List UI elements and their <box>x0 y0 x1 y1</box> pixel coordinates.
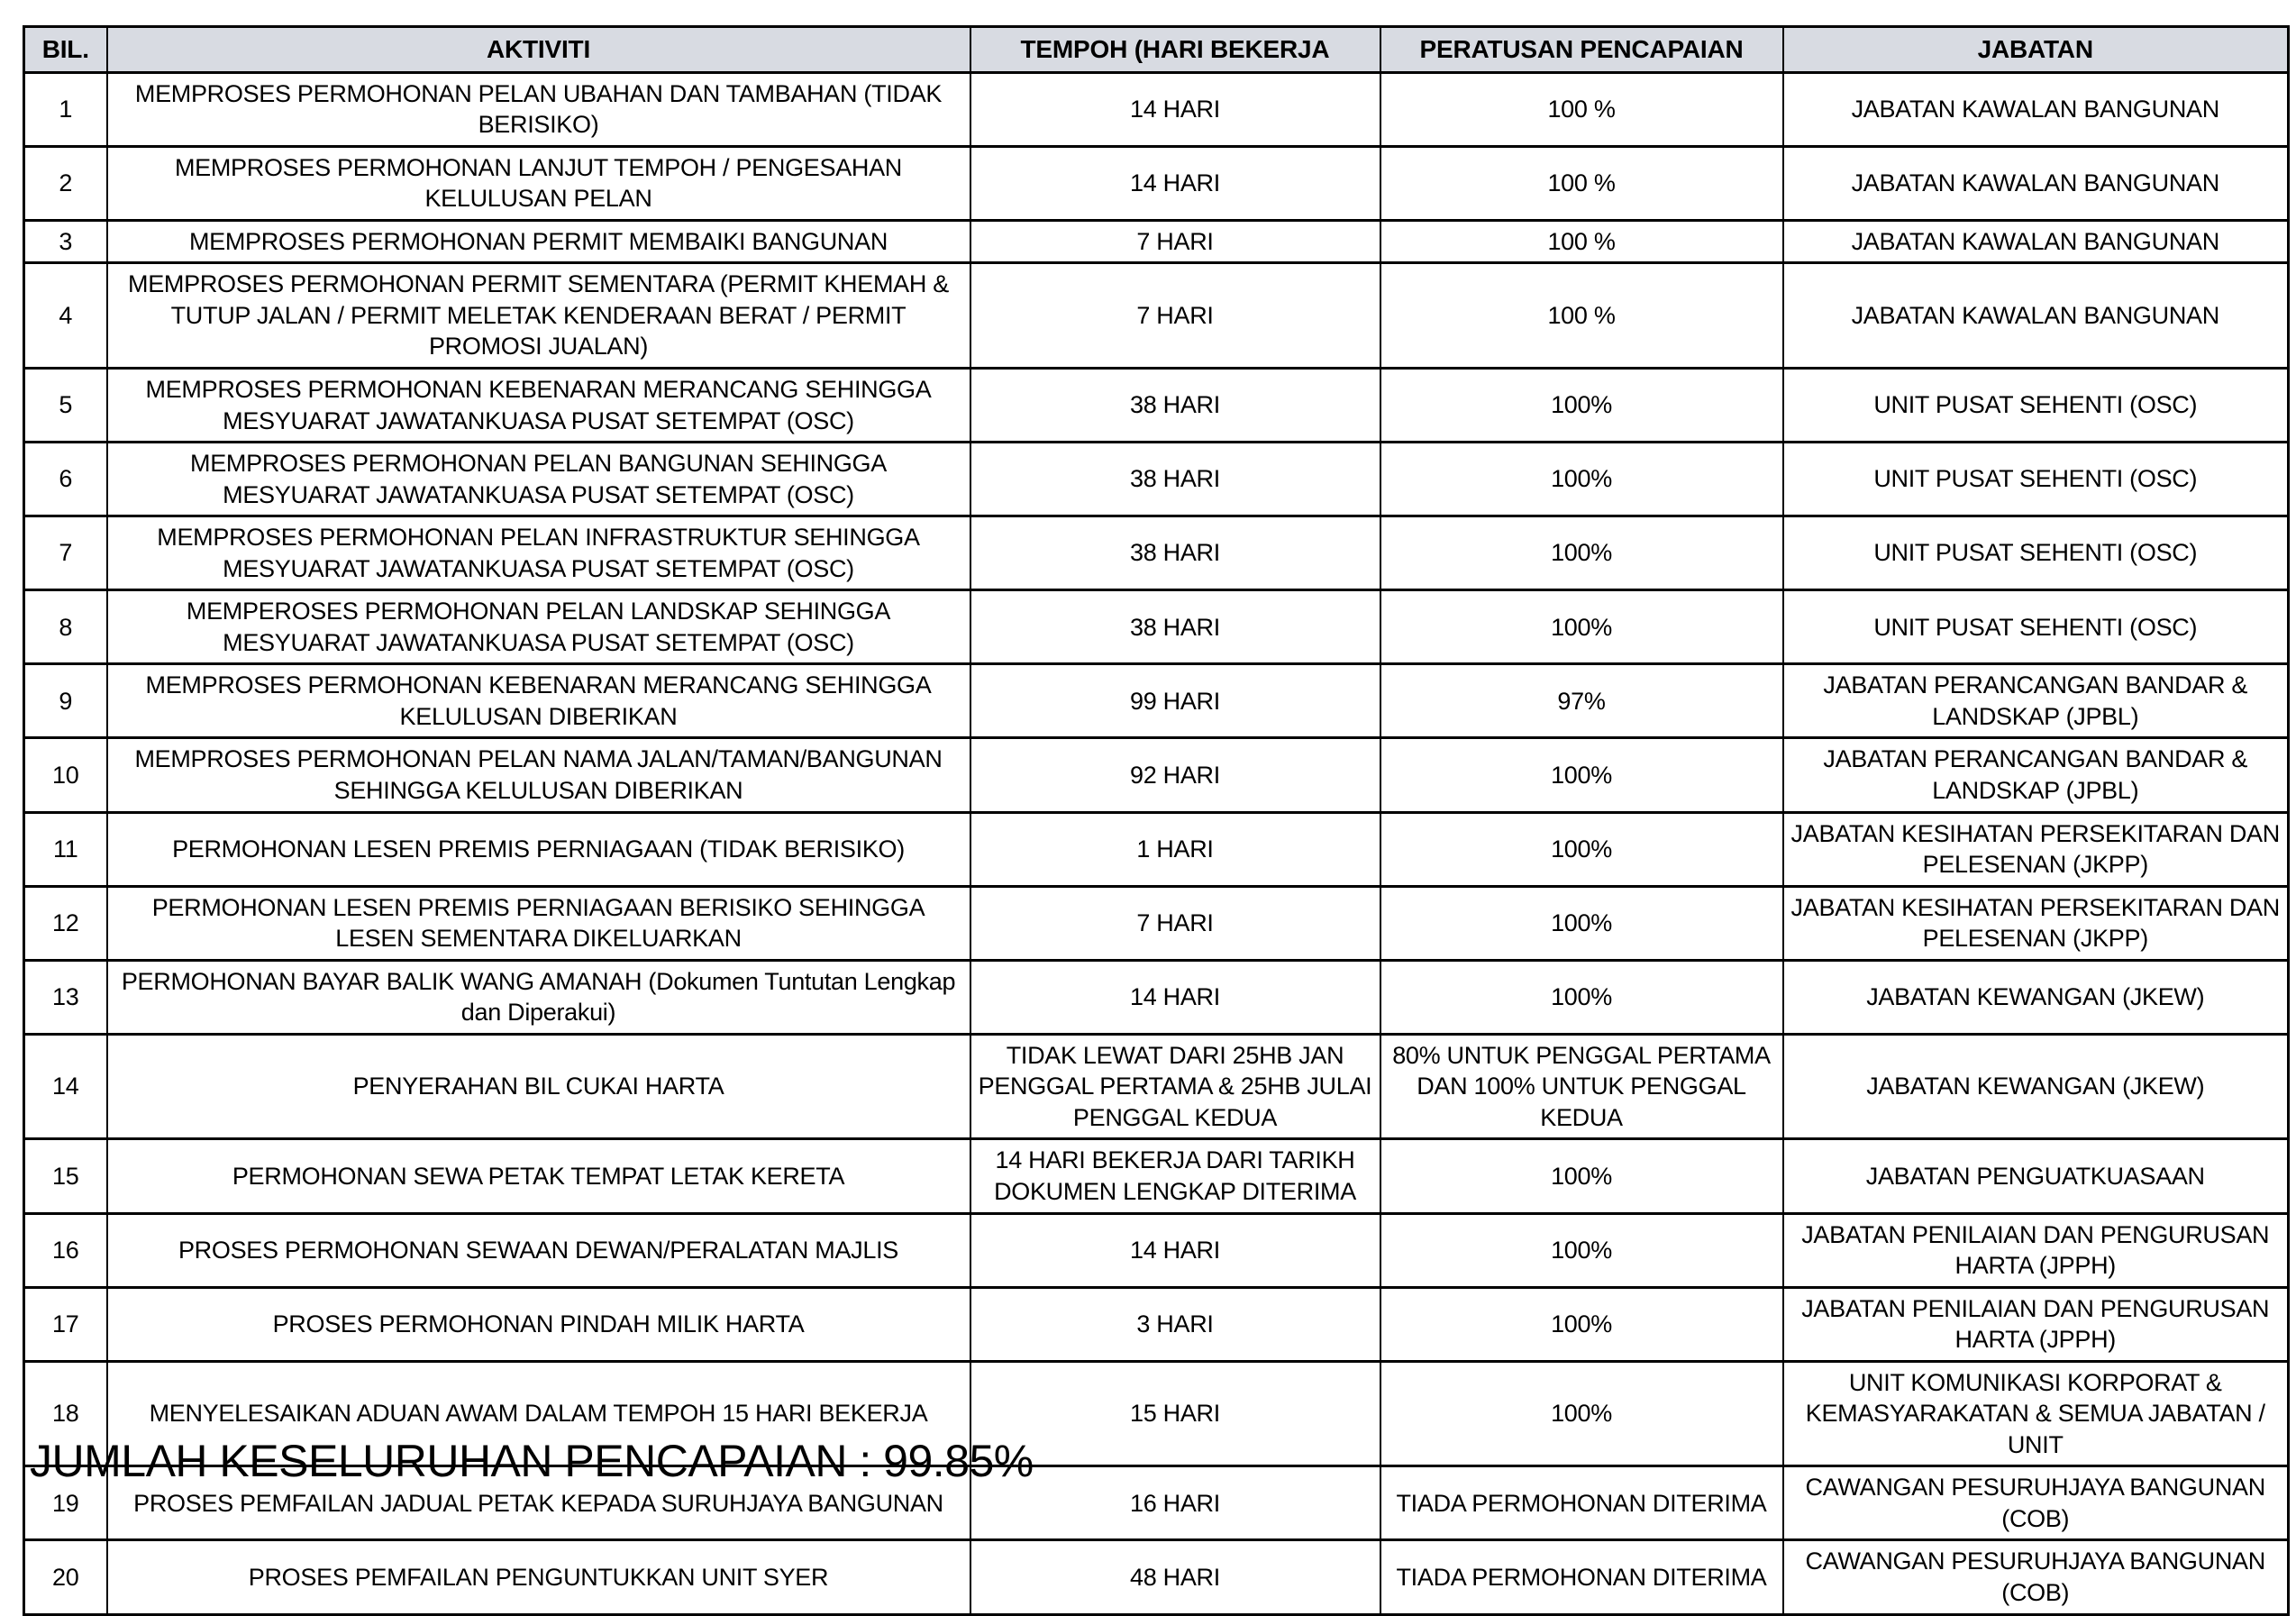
cell-peratusan: 100% <box>1380 368 1783 442</box>
cell-jabatan: UNIT PUSAT SEHENTI (OSC) <box>1783 443 2289 516</box>
cell-tempoh: 7 HARI <box>970 886 1380 960</box>
cell-tempoh: 38 HARI <box>970 443 1380 516</box>
cell-peratusan: 100 % <box>1380 220 1783 263</box>
cell-peratusan: 97% <box>1380 664 1783 738</box>
cell-peratusan: 100 % <box>1380 146 1783 220</box>
cell-aktiviti: PERMOHONAN BAYAR BALIK WANG AMANAH (Dokumen Tuntutan Lengkap dan Diperakui) <box>107 960 970 1034</box>
table-row <box>24 1287 2289 1361</box>
cell-peratusan: 100 % <box>1380 263 1783 369</box>
cell-jabatan: CAWANGAN PESURUHJAYA BANGUNAN (COB) <box>1783 1466 2289 1540</box>
cell-jabatan: JABATAN KAWALAN BANGUNAN <box>1783 72 2289 146</box>
cell-bil: 16 <box>24 1213 107 1287</box>
cell-peratusan: 100 % <box>1380 72 1783 146</box>
cell-aktiviti: PENYERAHAN BIL CUKAI HARTA <box>107 1034 970 1139</box>
cell-jabatan: JABATAN KESIHATAN PERSEKITARAN DAN PELESENAN (JKPP) <box>1783 812 2289 886</box>
cell-tempoh: 15 HARI <box>970 1361 1380 1466</box>
cell-tempoh: 7 HARI <box>970 220 1380 263</box>
table-row <box>24 146 2289 220</box>
cell-peratusan: 100% <box>1380 886 1783 960</box>
cell-peratusan: TIADA PERMOHONAN DITERIMA <box>1380 1540 1783 1614</box>
cell-peratusan: 100% <box>1380 1361 1783 1466</box>
cell-jabatan: JABATAN PENILAIAN DAN PENGURUSAN HARTA (JPPH) <box>1783 1287 2289 1361</box>
cell-aktiviti: MEMPROSES PERMOHONAN PELAN NAMA JALAN/TAMAN/BANGUNAN SEHINGGA KELULUSAN DIBERIKAN <box>107 738 970 812</box>
cell-bil: 14 <box>24 1034 107 1139</box>
cell-tempoh: 38 HARI <box>970 368 1380 442</box>
cell-aktiviti: PROSES PEMFAILAN PENGUNTUKKAN UNIT SYER <box>107 1540 970 1614</box>
cell-tempoh: 14 HARI BEKERJA DARI TARIKH DOKUMEN LENGKAP DITERIMA <box>970 1139 1380 1213</box>
cell-bil: 7 <box>24 516 107 590</box>
cell-aktiviti: MEMPROSES PERMOHONAN PERMIT MEMBAIKI BANGUNAN <box>107 220 970 263</box>
cell-bil: 15 <box>24 1139 107 1213</box>
cell-aktiviti: PROSES PERMOHONAN PINDAH MILIK HARTA <box>107 1287 970 1361</box>
cell-aktiviti: MEMPROSES PERMOHONAN PELAN INFRASTRUKTUR SEHINGGA MESYUARAT JAWATANKUASA PUSAT SETEMPAT (OSC) <box>107 516 970 590</box>
cell-peratusan: 100% <box>1380 590 1783 664</box>
cell-peratusan: 100% <box>1380 1139 1783 1213</box>
header-aktiviti: AKTIVITI <box>107 27 970 73</box>
cell-bil: 13 <box>24 960 107 1034</box>
cell-peratusan: 100% <box>1380 443 1783 516</box>
table-row <box>24 263 2289 369</box>
cell-aktiviti: MEMPROSES PERMOHONAN KEBENARAN MERANCANG SEHINGGA KELULUSAN DIBERIKAN <box>107 664 970 738</box>
table-row <box>24 1139 2289 1213</box>
cell-tempoh: 92 HARI <box>970 738 1380 812</box>
cell-tempoh: TIDAK LEWAT DARI 25HB JAN PENGGAL PERTAMA & 25HB JULAI PENGGAL KEDUA <box>970 1034 1380 1139</box>
cell-peratusan: 100% <box>1380 960 1783 1034</box>
cell-tempoh: 14 HARI <box>970 1213 1380 1287</box>
cell-peratusan: TIADA PERMOHONAN DITERIMA <box>1380 1466 1783 1540</box>
cell-tempoh: 38 HARI <box>970 516 1380 590</box>
header-jabatan: JABATAN <box>1783 27 2289 73</box>
cell-tempoh: 99 HARI <box>970 664 1380 738</box>
cell-jabatan: UNIT KOMUNIKASI KORPORAT & KEMASYARAKATAN & SEMUA JABATAN / UNIT <box>1783 1361 2289 1466</box>
overall-achievement-text: JUMLAH KESELURUHAN PENCAPAIAN : 99.85% <box>30 1436 1034 1486</box>
cell-bil: 19 <box>24 1466 107 1540</box>
cell-aktiviti: MEMPROSES PERMOHONAN PELAN BANGUNAN SEHINGGA MESYUARAT JAWATANKUASA PUSAT SETEMPAT (OSC) <box>107 443 970 516</box>
cell-aktiviti: PERMOHONAN SEWA PETAK TEMPAT LETAK KERETA <box>107 1139 970 1213</box>
cell-tempoh: 16 HARI <box>970 1466 1380 1540</box>
cell-aktiviti: PROSES PERMOHONAN SEWAAN DEWAN/PERALATAN MAJLIS <box>107 1213 970 1287</box>
cell-jabatan: JABATAN KAWALAN BANGUNAN <box>1783 146 2289 220</box>
cell-peratusan: 100% <box>1380 1213 1783 1287</box>
cell-tempoh: 3 HARI <box>970 1287 1380 1361</box>
cell-aktiviti: MEMPROSES PERMOHONAN PERMIT SEMENTARA (PERMIT KHEMAH & TUTUP JALAN / PERMIT MELETAK KENDERAAN BERAT / PERMIT PROMOSI JUALAN) <box>107 263 970 369</box>
cell-jabatan: JABATAN PERANCANGAN BANDAR & LANDSKAP (JPBL) <box>1783 664 2289 738</box>
cell-jabatan: JABATAN KEWANGAN (JKEW) <box>1783 1034 2289 1139</box>
table-row <box>24 1213 2289 1287</box>
header-peratusan: PERATUSAN PENCAPAIAN <box>1380 27 1783 73</box>
table-row <box>24 738 2289 812</box>
cell-jabatan: JABATAN PENGUATKUASAAN <box>1783 1139 2289 1213</box>
cell-peratusan: 80% UNTUK PENGGAL PERTAMA DAN 100% UNTUK PENGGAL KEDUA <box>1380 1034 1783 1139</box>
cell-peratusan: 100% <box>1380 812 1783 886</box>
table-row <box>24 220 2289 263</box>
cell-bil: 6 <box>24 443 107 516</box>
kpi-table <box>23 25 2290 1616</box>
cell-tempoh: 48 HARI <box>970 1540 1380 1614</box>
cell-bil: 18 <box>24 1361 107 1466</box>
cell-peratusan: 100% <box>1380 516 1783 590</box>
table-row <box>24 516 2289 590</box>
header-row <box>24 27 2289 73</box>
cell-bil: 11 <box>24 812 107 886</box>
cell-jabatan: JABATAN PENILAIAN DAN PENGURUSAN HARTA (JPPH) <box>1783 1213 2289 1287</box>
table-row <box>24 590 2289 664</box>
cell-jabatan: JABATAN KESIHATAN PERSEKITARAN DAN PELESENAN (JKPP) <box>1783 886 2289 960</box>
table-header <box>24 27 2289 73</box>
cell-aktiviti: PERMOHONAN LESEN PREMIS PERNIAGAAN (TIDAK BERISIKO) <box>107 812 970 886</box>
table-row <box>24 443 2289 516</box>
cell-aktiviti: MEMPROSES PERMOHONAN KEBENARAN MERANCANG SEHINGGA MESYUARAT JAWATANKUASA PUSAT SETEMPAT (OSC) <box>107 368 970 442</box>
cell-bil: 3 <box>24 220 107 263</box>
table-row <box>24 886 2289 960</box>
header-tempoh: TEMPOH (HARI BEKERJA <box>970 27 1380 73</box>
cell-jabatan: UNIT PUSAT SEHENTI (OSC) <box>1783 516 2289 590</box>
table-row <box>24 72 2289 146</box>
cell-jabatan: JABATAN KEWANGAN (JKEW) <box>1783 960 2289 1034</box>
kpi-table-container <box>23 25 2287 1616</box>
cell-jabatan: CAWANGAN PESURUHJAYA BANGUNAN (COB) <box>1783 1540 2289 1614</box>
cell-jabatan: UNIT PUSAT SEHENTI (OSC) <box>1783 368 2289 442</box>
cell-bil: 4 <box>24 263 107 369</box>
cell-jabatan: JABATAN PERANCANGAN BANDAR & LANDSKAP (JPBL) <box>1783 738 2289 812</box>
cell-tempoh: 7 HARI <box>970 263 1380 369</box>
cell-bil: 8 <box>24 590 107 664</box>
cell-aktiviti: PERMOHONAN LESEN PREMIS PERNIAGAAN BERISIKO SEHINGGA LESEN SEMENTARA DIKELUARKAN <box>107 886 970 960</box>
table-row <box>24 960 2289 1034</box>
cell-aktiviti: MEMPEROSES PERMOHONAN PELAN LANDSKAP SEHINGGA MESYUARAT JAWATANKUASA PUSAT SETEMPAT (OSC) <box>107 590 970 664</box>
cell-aktiviti: MENYELESAIKAN ADUAN AWAM DALAM TEMPOH 15 HARI BEKERJA <box>107 1361 970 1466</box>
table-row <box>24 1034 2289 1139</box>
cell-peratusan: 100% <box>1380 738 1783 812</box>
cell-peratusan: 100% <box>1380 1287 1783 1361</box>
table-row <box>24 1540 2289 1614</box>
cell-tempoh: 14 HARI <box>970 960 1380 1034</box>
cell-bil: 17 <box>24 1287 107 1361</box>
cell-aktiviti: PROSES PEMFAILAN JADUAL PETAK KEPADA SURUHJAYA BANGUNAN <box>107 1466 970 1540</box>
header-bil: BIL. <box>24 27 107 73</box>
cell-jabatan: UNIT PUSAT SEHENTI (OSC) <box>1783 590 2289 664</box>
cell-bil: 1 <box>24 72 107 146</box>
table-row <box>24 664 2289 738</box>
cell-tempoh: 14 HARI <box>970 146 1380 220</box>
table-row <box>24 812 2289 886</box>
cell-aktiviti: MEMPROSES PERMOHONAN LANJUT TEMPOH / PENGESAHAN KELULUSAN PELAN <box>107 146 970 220</box>
cell-aktiviti: MEMPROSES PERMOHONAN PELAN UBAHAN DAN TAMBAHAN (TIDAK BERISIKO) <box>107 72 970 146</box>
table-body <box>24 72 2289 1614</box>
cell-bil: 2 <box>24 146 107 220</box>
cell-jabatan: JABATAN KAWALAN BANGUNAN <box>1783 263 2289 369</box>
cell-tempoh: 1 HARI <box>970 812 1380 886</box>
cell-bil: 9 <box>24 664 107 738</box>
cell-bil: 10 <box>24 738 107 812</box>
cell-tempoh: 14 HARI <box>970 72 1380 146</box>
cell-jabatan: JABATAN KAWALAN BANGUNAN <box>1783 220 2289 263</box>
cell-bil: 20 <box>24 1540 107 1614</box>
cell-bil: 12 <box>24 886 107 960</box>
cell-bil: 5 <box>24 368 107 442</box>
cell-tempoh: 38 HARI <box>970 590 1380 664</box>
table-row <box>24 368 2289 442</box>
